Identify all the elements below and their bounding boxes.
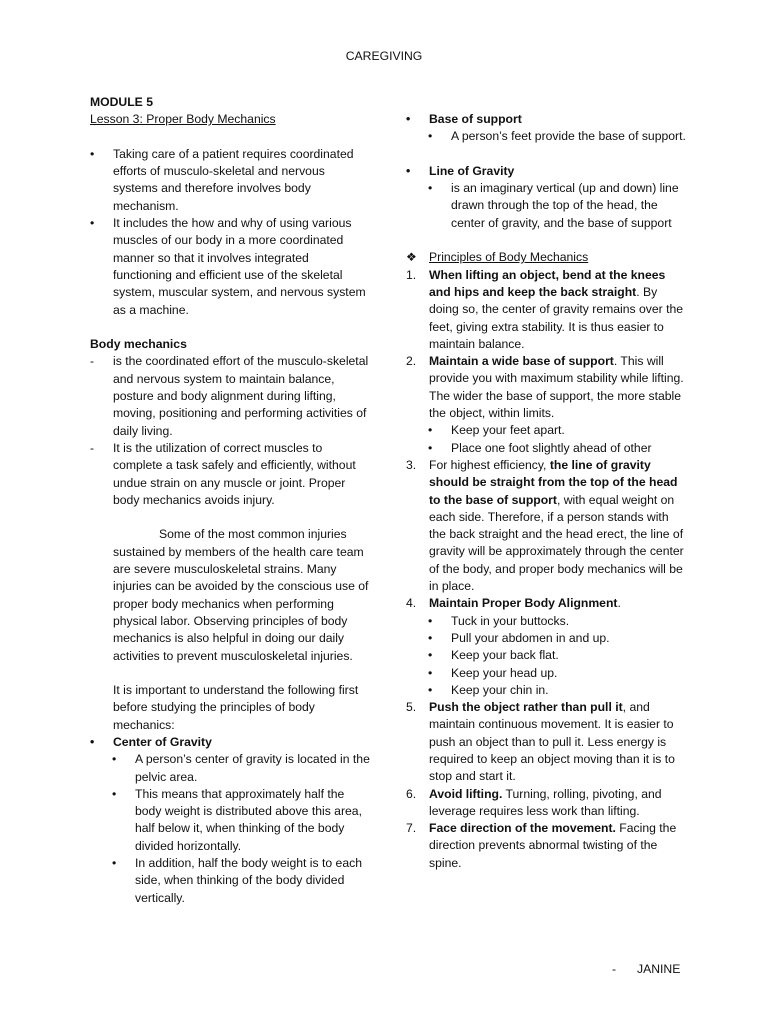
bullet-icon: • (428, 423, 433, 438)
bullet-icon: • (428, 181, 433, 196)
principle-subitem: • Tuck in your buttocks. (406, 613, 688, 630)
principle-subitem: • Pull your abdomen in and up. (406, 630, 688, 647)
bullet-icon: • (90, 734, 95, 749)
bullet-icon: • (428, 665, 433, 680)
understand-paragraph: It is important to understand the following first before studying the principles of body mechanics: (113, 683, 359, 732)
bullet-icon: • (428, 682, 433, 697)
lesson-title: Lesson 3: Proper Body Mechanics (90, 112, 276, 127)
principles-heading: ❖ Principles of Body Mechanics (406, 249, 688, 266)
bullet-icon: • (112, 752, 117, 767)
principle-item: 6. Avoid lifting. Turning, rolling, pivoting, and leverage requires less work than lifting. (406, 786, 662, 818)
principle-subitem: • Keep your head up. (406, 665, 688, 682)
principle-item: 7. Face direction of the movement. Facing the direction prevents abnormal twisting of the spine. (406, 821, 677, 870)
dash-icon: - (90, 440, 95, 455)
bullet-icon: • (90, 216, 95, 231)
number-marker: 1. (406, 267, 417, 282)
center-of-gravity-item: • This means that approximately half the body weight is distributed above this area, half below it, when thinking of the body divided horizontally. (112, 786, 362, 853)
right-column (406, 111, 688, 872)
bullet-icon: • (428, 129, 433, 144)
bullet-icon: • (406, 112, 411, 126)
bullet-icon: • (406, 163, 411, 178)
number-marker: 2. (406, 354, 417, 369)
body-mechanics-item: - It is the utilization of correct muscles to complete a task safely and efficiently, without undue strain on any muscle or joint. Proper body mechanics avoids injury. (90, 440, 356, 507)
number-marker: 7. (406, 821, 417, 836)
principle-subitem: • Keep your back flat. (406, 647, 688, 664)
bullet-icon: • (112, 856, 117, 871)
page-footer (612, 961, 680, 978)
principle-item: 2. Maintain a wide base of support. This will provide you with maximum stability while lifting. The wider the base of support, the more stable the object, within limits. (406, 354, 684, 421)
number-marker: 6. (406, 786, 417, 801)
body-mechanics-heading: Body mechanics (90, 337, 187, 352)
bullet-icon: • (90, 146, 95, 161)
footer-name: JANINE (637, 962, 681, 976)
principle-subitem: • Place one foot slightly ahead of other (406, 440, 688, 457)
base-of-support-title: • Base of support (406, 111, 688, 128)
left-column (90, 94, 370, 907)
bullet-icon: • (428, 613, 433, 628)
center-of-gravity-item: • A person’s center of gravity is located in the pelvic area. (112, 752, 370, 784)
intro-bullet: • It includes the how and why of using various muscles of our body in a more coordinated manner so that it involves integrated functioning and efficient use of the skeletal system, muscular system, and nervous system as a machine. (90, 216, 366, 317)
base-of-support-item: • A person’s feet provide the base of support. (406, 128, 688, 145)
principle-subitem: • Keep your chin in. (406, 682, 688, 699)
bullet-icon: • (428, 440, 433, 455)
center-of-gravity-item: • In addition, half the body weight is to each side, when thinking of the body divided vertically. (112, 856, 362, 905)
number-marker: 5. (406, 700, 417, 715)
bullet-icon: • (428, 648, 433, 663)
number-marker: 4. (406, 596, 417, 611)
bullet-icon: • (112, 786, 117, 801)
line-of-gravity-item: • is an imaginary vertical (up and down) line drawn through the top of the head, the center of gravity, and the base of support (428, 181, 679, 230)
page-header: CAREGIVING (345, 49, 423, 63)
intro-bullet: • Taking care of a patient requires coordinated efforts of musculo-skeletal and nervous systems and therefore involves body mechanism. (90, 146, 354, 213)
principle-item: 5. Push the object rather than pull it, and maintain continuous movement. It is easier to push an object than to pull it. Less energy is required to keep an object moving than it is to stop and start it. (406, 700, 675, 784)
line-of-gravity-title: • Line of Gravity (406, 163, 688, 180)
body-mechanics-item: - is the coordinated effort of the musculo-skeletal and nervous system to maintain balance, posture and body alignment during lifting, moving, positioning and performing activities of daily living. (90, 354, 369, 438)
principle-item: 1. When lifting an object, bend at the knees and hips and keep the back straight. By doing so, the center of gravity remains over the feet, giving extra stability. It is thus easier to maintain balance. (406, 267, 684, 351)
dash-icon: - (90, 354, 95, 369)
principle-item: 4. Maintain Proper Body Alignment. (406, 595, 688, 612)
injuries-paragraph: Some of the most common injuries sustained by members of the health care team are severe musculoskeletal strains. Many injuries can be avoided by the conscious use of proper body mechanics when performing physical labor. Observing principles of body mechanics is also helpful in doing our daily activities to prevent musculoskeletal injuries. (113, 527, 369, 663)
principle-item: 3. For highest efficiency, the line of gravity should be straight from the top of the head to the base of support, with equal weight on each side. Therefore, if a person stands with the back straight and the head erect, the line of gravity will be approximately through the center of the body, and proper body mechanics will be in place. (406, 457, 684, 594)
footer-dash: - (612, 962, 617, 976)
diamond-icon: ❖ (406, 250, 417, 265)
bullet-icon: • (428, 630, 433, 645)
number-marker: 3. (406, 457, 417, 472)
module-title: MODULE 5 (90, 95, 153, 109)
center-of-gravity-title: • Center of Gravity (90, 734, 370, 751)
principle-subitem: • Keep your feet apart. (406, 422, 688, 439)
